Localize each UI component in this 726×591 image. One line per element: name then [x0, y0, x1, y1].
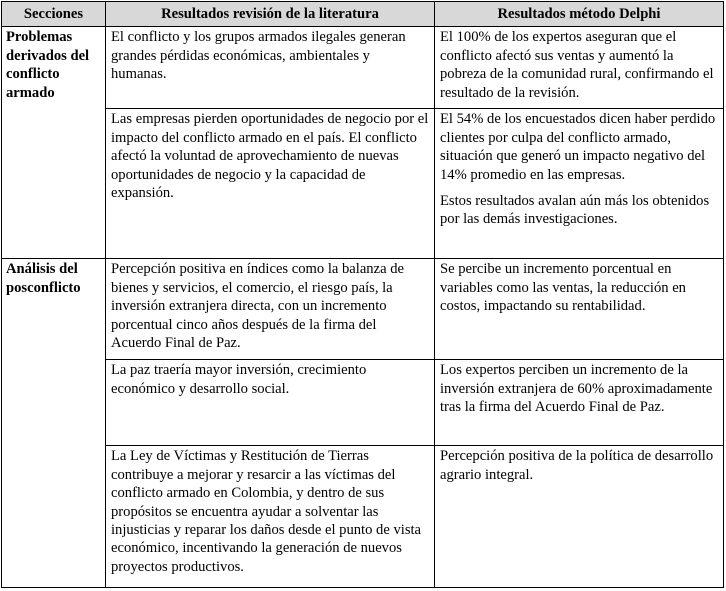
section-label: Análisis del posconflicto	[2, 259, 106, 588]
delphi-text: Percepción positiva de la política de desarrollo agrario integral.	[440, 448, 714, 483]
delphi-text: El 54% de los encuestados dicen haber perdido clientes por culpa del conflicto armado, situación que generó un impacto negativo del 14% promedio en las empresas.	[440, 111, 716, 183]
literature-cell	[106, 109, 435, 259]
delphi-text: El 100% de los expertos aseguran que el conflicto afectó sus ventas y aumentó la pobreza de la comunidad rural, confirmando el resultado de la revisión.	[440, 29, 714, 101]
section-label: Problemas derivados del conflicto armado	[2, 27, 106, 259]
literature-cell	[106, 446, 435, 588]
table-row	[2, 109, 724, 259]
delphi-cell	[435, 360, 724, 446]
delphi-text: Los expertos perciben un incremento de la inversión extranjera de 60% aproximadamente tras la firma del Acuerdo Final de Paz.	[440, 362, 713, 416]
table-row	[2, 259, 724, 360]
header-literatura: Resultados revisión de la literatura	[106, 2, 435, 27]
literature-text: La Ley de Víctimas y Restitución de Tierras contribuye a mejorar y resarcir a las víctimas del conflicto armado en Colombia, y dentro de sus propósitos se encuentra ayudar a solventar las injusticias y reparar los daños desde el punto de vista económico, incentivando la generación de nuevos proyectos productivos.	[111, 448, 422, 575]
literature-cell	[106, 360, 435, 446]
header-delphi: Resultados método Delphi	[435, 2, 724, 27]
delphi-text: Se percibe un incremento porcentual en variables como las ventas, la reducción en costos, impactando su rentabilidad.	[440, 261, 686, 315]
table-row	[2, 360, 724, 446]
literature-text: El conflicto y los grupos armados ilegales generan grandes pérdidas económicas, ambientales y humanas.	[111, 29, 406, 83]
literature-text: Percepción positiva en índices como la balanza de bienes y servicios, el comercio, el riesgo país, la inversión extranjera directa, con un incremento porcentual cinco años después de la firma del Acuerdo Final de Paz.	[111, 261, 404, 352]
literature-text: La paz traería mayor inversión, crecimiento económico y desarrollo social.	[111, 362, 367, 397]
header-row	[2, 2, 724, 27]
delphi-cell	[435, 27, 724, 109]
comparison-table	[1, 1, 724, 588]
literature-cell	[106, 259, 435, 360]
table-row	[2, 27, 724, 109]
header-secciones: Secciones	[2, 2, 106, 27]
literature-cell	[106, 27, 435, 109]
literature-text: Las empresas pierden oportunidades de negocio por el impacto del conflicto armado en el país. El conflicto afectó la voluntad de aprovechamiento de nuevas oportunidades de negocio y la capacidad de expansión.	[111, 111, 429, 202]
table-row	[2, 446, 724, 588]
delphi-cell	[435, 446, 724, 588]
delphi-text: Estos resultados avalan aún más los obtenidos por las demás investigaciones.	[440, 193, 710, 228]
delphi-cell	[435, 109, 724, 259]
delphi-cell	[435, 259, 724, 360]
